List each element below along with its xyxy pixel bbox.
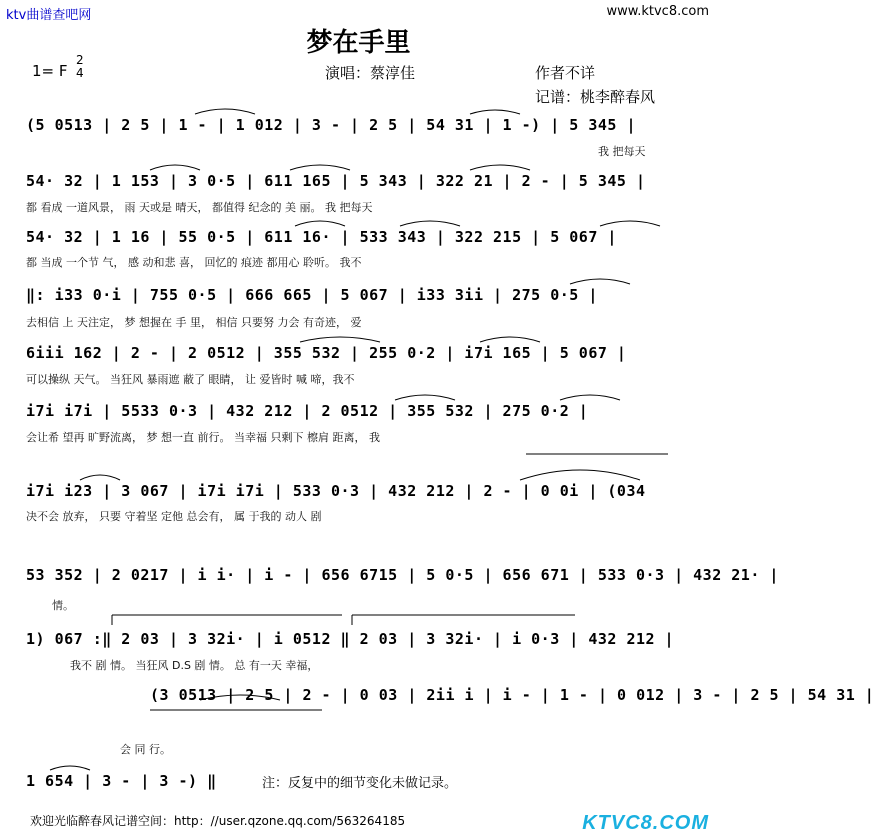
song-title: 梦在手里	[306, 28, 411, 58]
lyrics-line-3: 都 当成 一个节 气， 感 动和悲 喜， 回忆的 痕迹 都用心 聆听。 我不	[26, 256, 362, 269]
score-system-2: 54· 32 | 1 153 | 3 0·5 | 611 165 | 5 343 | 322 21 | 2 - | 5 345 |	[26, 172, 646, 190]
score-system-1: (5 0513 | 2 5 | 1 - | 1 012 | 3 - | 2 5 | 54 31 | 1 -) | 5 345 |	[26, 116, 636, 134]
slur-9	[570, 279, 630, 284]
score-system-10-intro: (3 0513 | 2 5 | 2 - | 0 03 | 2ii i | i - | 1 - | 0 012 | 3 - | 2 5 | 54 31 |	[150, 686, 874, 704]
slur-10	[300, 337, 380, 342]
slur-1	[195, 109, 255, 114]
footer-text[interactable]: 欢迎光临醉春风记谱空间：http：//user.qzone.qq.com/563264185	[30, 814, 406, 828]
slur-6	[295, 221, 345, 226]
score-system-5: 6iii 162 | 2 - | 2 0512 | 355 532 | 255 0·2 | i7i 165 | 5 067 |	[26, 344, 627, 362]
slur-3	[150, 165, 200, 170]
meter-bottom: 4	[76, 66, 84, 80]
slur-5	[470, 165, 530, 170]
lyrics-line-8: 情。	[52, 599, 74, 612]
transcriber-credit: 记谱：桃李醉春风	[535, 88, 656, 106]
ktvc8-logo: KTVC8.COM	[582, 812, 709, 834]
footnote: 注：反复中的细节变化未做记录。	[262, 776, 458, 791]
score-system-9: 1) 067 :‖ 2 03 | 3 32i· | i 0512 ‖ 2 03 | 3 32i· | i 0·3 | 432 212 |	[26, 630, 675, 648]
lyrics-line-1: 我 把每天	[598, 145, 646, 158]
slur-7	[400, 221, 460, 226]
score-system-8: 53 352 | 2 0217 | i i· | i - | 656 6715 | 5 0·5 | 656 671 | 533 0·3 | 432 21· |	[26, 566, 779, 584]
slur-2	[470, 110, 520, 114]
lyrics-line-4: 去相信 上 天注定， 梦 想握在 手 里， 相信 只要努 力会 有奇迹， 爱	[26, 316, 362, 329]
singer-credit: 演唱：蔡淳佳	[325, 64, 416, 82]
slur-15	[520, 470, 640, 480]
slur-12	[395, 395, 455, 400]
key-signature: 1= F	[32, 62, 68, 80]
score-system-4: ‖: i33 0·i | 755 0·5 | 666 665 | 5 067 | i33 3ii | 275 0·5 |	[26, 286, 598, 304]
lyrics-line-9: 我不 剧 情。 当狂风 D.S 剧 情。 总 有一天 幸福，	[70, 659, 319, 672]
slur-14	[80, 475, 120, 480]
lyrics-line-6: 会让希 望再 旷野流离， 梦 想一直 前行。 当幸福 只剩下 檫肩 距离， 我	[26, 431, 380, 444]
slur-13	[560, 395, 620, 400]
score-system-7: i7i i23 | 3 067 | i7i i7i | 533 0·3 | 432 212 | 2 - | 0 0i | (034	[26, 482, 646, 500]
slur-8	[600, 221, 660, 226]
score-system-11: 1 654 | 3 - | 3 -) ‖	[26, 772, 217, 790]
slur-4	[290, 165, 350, 170]
lyrics-line-5: 可以操纵 天气。 当狂风 暴雨遮 蔽了 眼睛， 让 爱皆时 喊 啼，我不	[26, 373, 355, 386]
slur-11	[480, 337, 540, 342]
score-system-3: 54· 32 | 1 16 | 55 0·5 | 611 16· | 533 343 | 322 215 | 5 067 |	[26, 228, 617, 246]
lyrics-line-7: 决不会 放弃， 只要 守着坚 定他 总会有， 属 于我的 动人 剧	[26, 510, 322, 523]
meter-top: 2	[76, 53, 84, 67]
lyrics-line-2: 都 看成 一道风景， 雨 天或是 晴天， 都值得 纪念的 美 丽。 我 把每天	[26, 201, 373, 214]
lyrics-line-10: 会 同 行。	[120, 743, 171, 756]
slur-16	[200, 695, 280, 700]
score-system-6: i7i i7i | 5533 0·3 | 432 212 | 2 0512 | 355 532 | 275 0·2 |	[26, 402, 589, 420]
slur-17	[50, 766, 90, 770]
site-url[interactable]: www.ktvc8.com	[606, 4, 709, 19]
author-credit: 作者不详	[535, 64, 596, 82]
site-name[interactable]: ktv曲谱查吧网	[6, 8, 92, 23]
